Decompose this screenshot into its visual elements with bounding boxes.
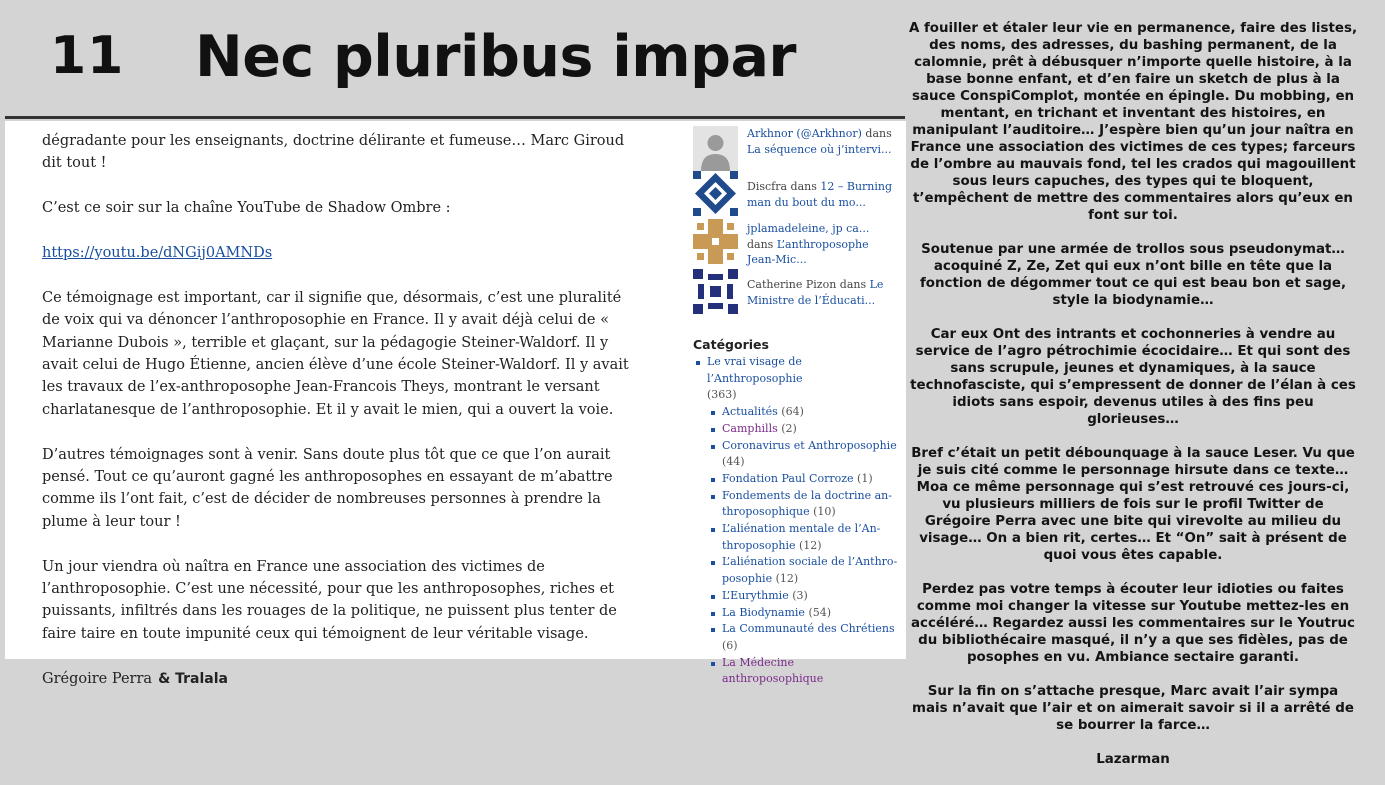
category-count: (6): [722, 638, 738, 652]
signature-name: Grégoire Perra: [42, 670, 153, 687]
blog-screenshot: [5, 121, 906, 687]
category-count: (64): [781, 405, 804, 419]
categories-heading: Catégories: [693, 337, 769, 352]
category-count: (2): [781, 421, 797, 435]
commentary-paragraph: A fouiller et étaler leur vie en permanence, faire des listes, des noms, des adresses, du bashing permanent, de la calomnie, prêt à débusquer n’importe quelle histoire, à la base bonne enfant, et d’en faire un sketch de plus à la sauce ConspiComplot, montée en épingle. Du mobbing, en mentant, en trichant et inventant des histoires, en manipulant l’auditoire… J’espère bien qu’un jour naîtra en France une association des victimes de ces types; farceurs de l’ombre au mauvais fond, tel les crados qui magouillent sous leurs capuches, des types qui te bloquent, t’empêchent de mettre des commentaires alors qu’eux en font sur toi.: [908, 21, 1358, 223]
category-item[interactable]: [693, 521, 898, 554]
commentary-signature: Lazarman: [1096, 752, 1170, 767]
person-silhouette-avatar[interactable]: [693, 126, 738, 171]
comment-post-link[interactable]: 12 – Burning man du bout du mo...: [747, 180, 893, 209]
category-count: (363): [707, 388, 737, 402]
category-name[interactable]: La Communauté des Chrétiens: [722, 622, 895, 636]
category-item[interactable]: [693, 621, 898, 654]
article-paragraph: D’autres témoignages sont à venir. Sans doute plus tôt que ce que l’on aurait pensé. Tout ce qu’auront gagné les anthroposophes en essayant de m’abattre comme ils l’ont fait, c’est de décider de nombreuses personnes à prendre la plume à leur tour !: [42, 446, 613, 530]
navy-pixel-avatar[interactable]: [693, 269, 738, 314]
article-body: [42, 130, 642, 712]
category-name[interactable]: Fondements de la doctrine an-throposophique: [722, 488, 892, 519]
category-item[interactable]: [693, 605, 898, 622]
category-name[interactable]: Actualités: [722, 405, 778, 419]
category-name[interactable]: La Médecine anthroposophique: [722, 655, 824, 686]
comment-dans: dans: [747, 237, 774, 251]
category-name[interactable]: Coronavirus et Anthroposophie: [722, 438, 897, 452]
category-name[interactable]: L’aliénation sociale de l’Anthro-posophie: [722, 555, 898, 586]
category-name[interactable]: L’aliénation mentale de l’An-throposophie: [722, 522, 881, 552]
blue-diamond-avatar[interactable]: [693, 171, 738, 216]
commentary-paragraph: Sur la fin on s’attache presque, Marc avait l’air sympa mais n’avait que l’air et on aimerait savoir si il a arrêté de se bourrer la farce…: [912, 684, 1354, 733]
commentary-paragraph: Car eux Ont des intrants et cochonneries à vendre au service de l’agro pétrochimie écocidaire… Et qui sont des sans scrupule, jeunes et dynamiques, à la sauce technofasciste, qui s’empressent de donner de l’élan à ces idiots sans espoir, devenus utiles à des fins peu glorieuses…: [910, 327, 1356, 427]
tan-cross-avatar[interactable]: [693, 219, 738, 264]
category-count: (12): [798, 538, 822, 552]
category-item[interactable]: [693, 488, 898, 521]
category-count: (54): [808, 605, 832, 619]
category-name[interactable]: L’Eurythmie: [722, 588, 789, 602]
category-item[interactable]: [693, 588, 898, 605]
comment-dans: dans: [865, 127, 892, 140]
comment-dans: dans: [839, 278, 867, 291]
header-divider: [5, 116, 905, 119]
category-name[interactable]: Le vrai visage de l’Anthroposophie: [707, 355, 803, 385]
signature-tag: & Tralala: [158, 670, 229, 687]
comment-author[interactable]: jplamadeleine, jp ca...: [747, 222, 870, 235]
category-item[interactable]: [693, 438, 898, 471]
category-item[interactable]: [693, 655, 898, 688]
commentary-paragraph: Perdez pas votre temps à écouter leur idioties ou faites comme moi changer la vitesse sur Youtube mettez-les en accéléré… Regardez aussi les commentaires sur le Youtruc du bibliothécaire masqué, il n’y a que ses fidèles, pas de posophes en vu. Ambiance sectaire garanti.: [911, 582, 1355, 665]
slide-title: Nec pluribus impar: [195, 24, 797, 90]
category-count: (3): [792, 588, 808, 602]
youtube-link[interactable]: https://youtu.be/dNGij0AMNDs: [42, 245, 273, 261]
commentary-column: [908, 20, 1358, 785]
categories-list: [693, 354, 898, 688]
category-count: (12): [775, 572, 799, 586]
article-paragraph: C’est ce soir sur la chaîne YouTube de Shadow Ombre :: [42, 200, 451, 217]
comment-post-link[interactable]: La séquence où j’intervi...: [747, 142, 892, 156]
category-name[interactable]: Fondation Paul Corroze: [722, 471, 854, 485]
article-paragraph: Ce témoignage est important, car il signifie que, désormais, c’est une pluralité de voix qui va dénoncer l’anthroposophie en France. Il y avait déjà celui de « Marianne Dubois », terrible et glaçant, sur la pédagogie Steiner-Waldorf. Il y avait celui de Hugo Étienne, ancien élève d’une école Steiner-Waldorf. Il y avait les travaux de l’ex-anthroposophe Jean-Francois Theys, montrant le versant charlatanesque de l’anthroposophie. Et il y avait le mien, qui a ouvert la voie.: [42, 289, 629, 418]
comment-post-link[interactable]: L’anthroposophe Jean-Mic...: [747, 237, 869, 266]
category-name[interactable]: La Biodynamie: [722, 605, 805, 619]
category-item[interactable]: [693, 404, 898, 421]
article-paragraph: dégradante pour les enseignants, doctrine délirante et fumeuse… Marc Giroud dit tout !: [42, 133, 625, 172]
article-signature: [42, 668, 642, 690]
slide-number: 11: [50, 26, 125, 86]
commentary-paragraph: Soutenue par une armée de trollos sous pseudonymat… acoquiné Z, Ze, Zet qui eux n’ont bille en tête que la fonction de dégommer tout ce qui est beau bon et sage, style la biodynamie…: [919, 242, 1347, 308]
category-name[interactable]: Camphills: [722, 421, 778, 435]
category-item[interactable]: [693, 554, 898, 587]
comment-dans: dans: [790, 180, 817, 193]
category-count: (10): [813, 505, 836, 519]
category-count: (1): [857, 471, 873, 485]
article-paragraph: Un jour viendra où naîtra en France une association des victimes de l’anthroposophie. C’est une nécessité, pour que les anthroposophes, riches et puissants, infiltrés dans les rouages de la politique, ne puissent plus tenter de faire taire en toute impunité ceux qui témoignent de leur véritable visage.: [42, 558, 617, 642]
comment-post-link[interactable]: Le Ministre de l’Éducati...: [747, 278, 884, 307]
comment-author: Discfra: [747, 180, 788, 193]
comment-author: Catherine Pizon: [747, 278, 837, 291]
category-item[interactable]: [693, 471, 898, 488]
category-item[interactable]: [693, 354, 898, 404]
category-item[interactable]: [693, 421, 898, 438]
commentary-paragraph: Bref c’était un petit débounquage à la sauce Leser. Vu que je suis cité comme le personnage hirsute dans ce texte… Moa ce même personnage qui s’est retrouvé ces jours-ci, vu plusieurs milliers de fois sur le profil Twitter de Grégoire Perra avec une bite qui virevolte au milieu du visage… On a bien rit, certes… Et “On” sait à présent de quoi vous êtes capable.: [911, 446, 1355, 563]
category-count: (44): [722, 455, 745, 469]
comment-author[interactable]: Arkhnor (@Arkhnor): [747, 127, 862, 140]
